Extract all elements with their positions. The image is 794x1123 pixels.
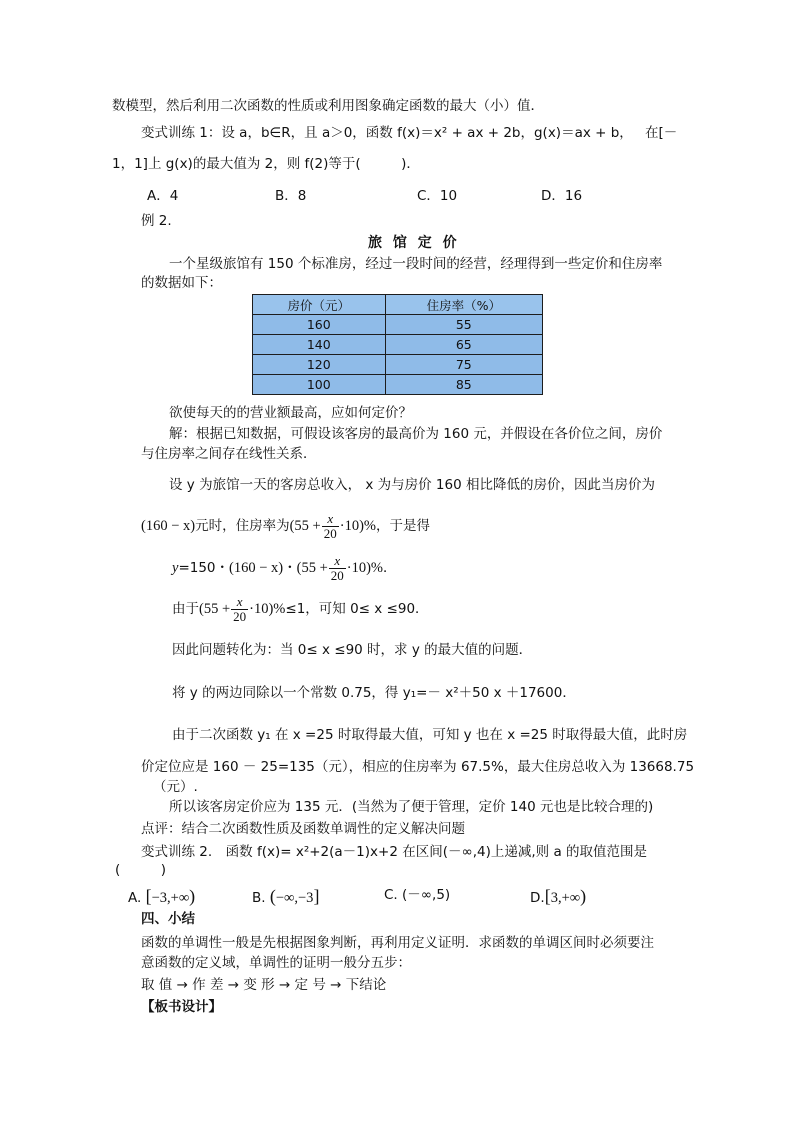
fraction-numerator: x — [322, 512, 339, 527]
bracket-icon: ) — [189, 886, 196, 906]
fraction-denominator: 20 — [233, 608, 247, 624]
table-cell-rate: 75 — [385, 355, 542, 375]
exercise-1-option-a: A．4 — [147, 188, 179, 204]
exercise-2-option-d — [530, 884, 586, 910]
text-fragment: 由于 — [172, 601, 199, 617]
solution-line-4 — [141, 508, 430, 544]
variable-y: y — [172, 560, 179, 576]
example-title: 旅 馆 定 价 — [368, 235, 460, 251]
rate-expression-start: (55 + — [199, 601, 231, 617]
exercise-1-line-2: 1，1]上 g(x)的最大值为 2，则 f(2)等于( )． — [112, 156, 420, 172]
summary-steps: 取 值 → 作 差 → 变 形 → 定 号 → 下结论 — [141, 977, 387, 993]
price-occupancy-table — [252, 294, 543, 395]
solution-line-8: 将 y 的两边同除以一个常数 0.75，得 y₁=－ x²＋50 x ＋17600． — [172, 685, 576, 701]
board-design-heading: 【板书设计】 — [141, 999, 222, 1015]
exercise-2-option-c — [384, 886, 450, 904]
price-expression: (160 − x) — [229, 560, 284, 576]
table-row — [253, 355, 543, 375]
table-cell-rate: 55 — [385, 315, 542, 335]
exercise-2-line-1: 变式训练 2. 函数 f(x)= x²+2(a－1)x+2 在区间(－∞,4)上递减,则 a 的取值范围是 — [141, 844, 648, 860]
price-expression: (160 − x) — [141, 518, 196, 534]
intro-text: 数模型，然后利用二次函数的性质或利用图象确定函数的最大（小）值． — [112, 98, 544, 114]
solution-line-3: 设 y 为旅馆一天的客房总收入， x 为与房价 160 相比降低的房价，因此当房价为 — [169, 477, 655, 493]
solution-line-2: 与住房率之间存在线性关系． — [141, 446, 317, 462]
summary-line-2: 意函数的定义域，单调性的证明一般分五步： — [141, 955, 411, 971]
exercise-2-option-a — [128, 884, 195, 910]
text-fragment: =150・ — [178, 560, 230, 576]
exercise-1-option-d: D．16 — [541, 188, 583, 204]
option-interval: −3,+∞ — [151, 890, 190, 906]
exercise-1-line-1-tail: 在[－ — [645, 125, 678, 141]
option-label: D. — [530, 890, 545, 906]
exercise-1-line-1: 变式训练 1：设 a，b∈R，且 a＞0，函数 f(x)＝x² + ax + 2b，g(x)＝ax + b， — [141, 125, 633, 141]
text-fragment: ． — [383, 560, 397, 576]
bracket-icon: [ — [145, 886, 152, 906]
text-fragment: ≤1，可知 0≤ x ≤90． — [285, 601, 429, 617]
rate-expression-end: ·10)% — [346, 560, 384, 576]
option-label: C. — [384, 887, 398, 903]
problem-line-2: 的数据如下： — [141, 275, 222, 291]
bracket-icon: ] — [313, 886, 320, 906]
problem-line-1: 一个星级旅馆有 150 个标准房，经过一段时间的经营，经理得到一些定价和住房率 — [169, 256, 663, 272]
text-fragment: ・ — [283, 560, 297, 576]
rate-expression-end: ·10)% — [249, 601, 286, 617]
solution-line-10: 价定位应是 160 － 25=135（元），相应的住房率为 67.5%，最大住房总收入为 13668.75 — [141, 759, 695, 775]
table-header-row — [253, 295, 543, 315]
table-row — [253, 375, 543, 395]
exercise-1-option-b: B．8 — [275, 188, 307, 204]
fraction-numerator: x — [329, 554, 346, 569]
rate-expression-start: (55 + — [289, 518, 321, 534]
bracket-icon: [ — [544, 886, 551, 906]
table-cell-rate: 85 — [385, 375, 542, 395]
table-cell-rate: 65 — [385, 335, 542, 355]
table-cell-price: 140 — [253, 335, 386, 355]
example-label: 例 2. — [141, 213, 172, 229]
fraction — [231, 595, 248, 624]
option-label: B. — [252, 890, 266, 906]
option-interval: (－∞,5) — [402, 887, 451, 903]
solution-line-1: 解：根据已知数据，可假设该客房的最高价为 160 元，并假设在各价位之间，房价 — [169, 426, 663, 442]
table-header-price: 房价（元） — [253, 295, 386, 315]
table-cell-price: 160 — [253, 315, 386, 335]
fraction — [322, 512, 339, 541]
solution-line-5 — [172, 550, 397, 586]
comment-text: 点评：结合二次函数性质及函数单调性的定义解决问题 — [141, 821, 465, 837]
table-cell-price: 120 — [253, 355, 386, 375]
summary-line-1: 函数的单调性一般是先根据图象判断，再利用定义证明．求函数的单调区间时必须要注 — [141, 935, 654, 951]
table-row — [253, 335, 543, 355]
summary-heading: 四、小结 — [141, 911, 195, 927]
fraction-denominator: 20 — [323, 525, 337, 541]
bracket-icon: ( — [269, 886, 276, 906]
exercise-2-line-2: ( ) — [115, 862, 167, 878]
option-interval: −∞,−3 — [275, 890, 314, 906]
solution-line-6 — [172, 591, 429, 627]
exercise-2-option-b — [252, 884, 319, 910]
fraction — [329, 554, 346, 583]
exercise-1-option-c: C．10 — [417, 188, 458, 204]
solution-line-12: 所以该客房定价应为 135 元．(当然为了便于管理，定价 140 元也是比较合理的) — [169, 799, 654, 815]
rate-expression-start: (55 + — [296, 560, 328, 576]
solution-line-7: 因此问题转化为：当 0≤ x ≤90 时，求 y 的最大值的问题． — [172, 642, 533, 658]
option-interval: 3,+∞ — [550, 890, 581, 906]
rate-expression-end: ·10)% — [339, 518, 376, 534]
fraction-numerator: x — [231, 595, 248, 610]
table-cell-price: 100 — [253, 375, 386, 395]
text-fragment: ，于是得 — [375, 518, 430, 534]
fraction-denominator: 20 — [330, 567, 344, 583]
text-fragment: 元时，住房率为 — [195, 518, 290, 534]
bracket-icon: ) — [580, 886, 587, 906]
question-text: 欲使每天的的营业额最高，应如何定价？ — [169, 405, 412, 421]
table-row — [253, 315, 543, 335]
solution-line-11: （元）. — [153, 779, 198, 795]
solution-line-9: 由于二次函数 y₁ 在 x =25 时取得最大值，可知 y 也在 x =25 时取得最大值，此时房 — [172, 727, 688, 743]
table-header-rate: 住房率（%） — [385, 295, 542, 315]
option-label: A. — [128, 890, 142, 906]
